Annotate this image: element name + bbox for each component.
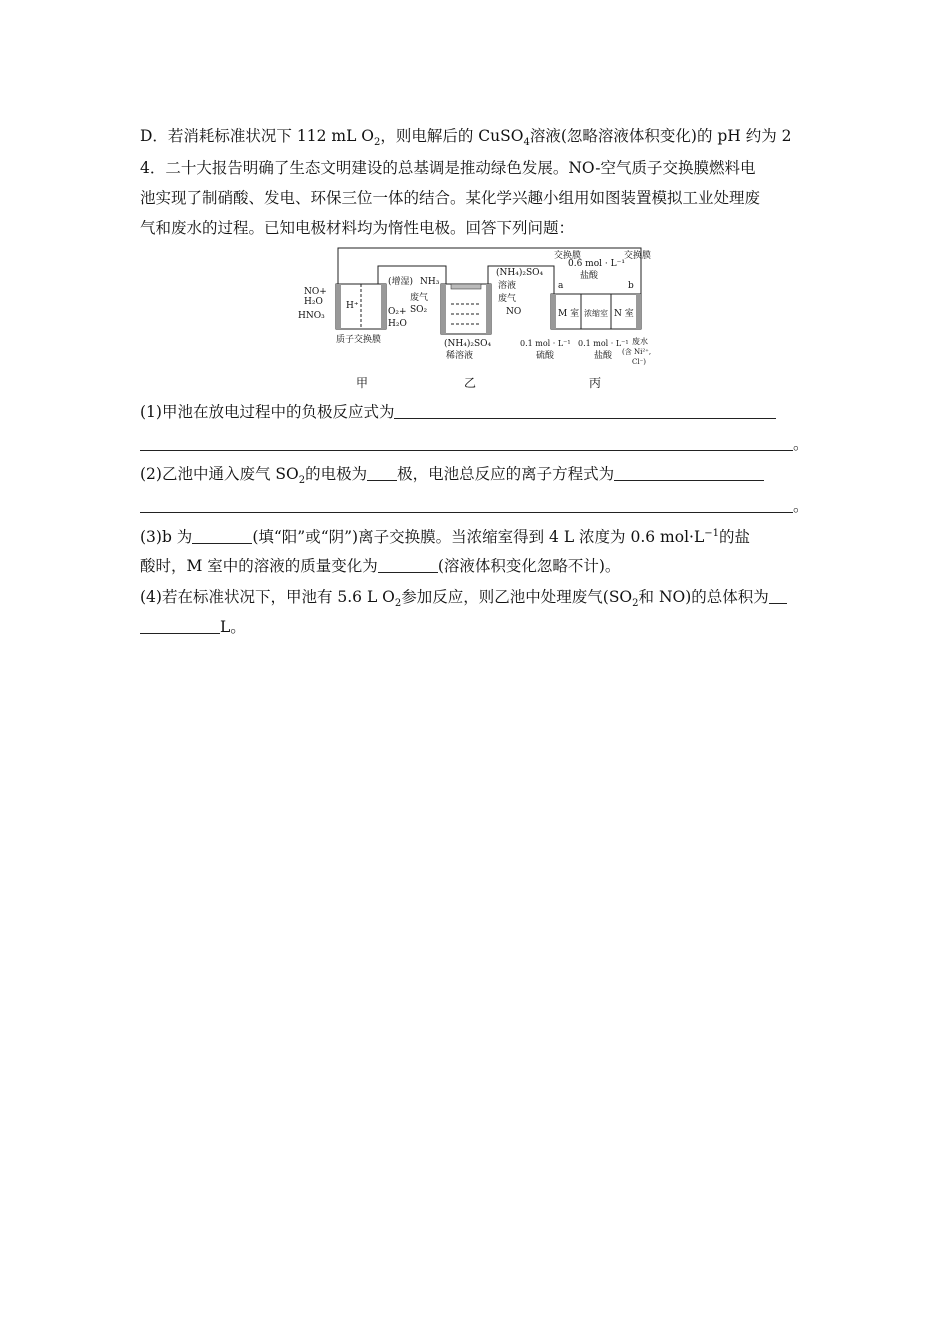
conc-01-b-label: 0.1 mol · L⁻¹: [578, 339, 629, 348]
electrode-jia-right: [381, 284, 386, 329]
n-room-label: N 室: [614, 309, 634, 319]
waste-gas-2-label: 废气: [498, 294, 517, 304]
electrode-yi-left: [441, 284, 446, 334]
contains-label: (含 Ni²⁺,: [622, 348, 652, 356]
answer-blank-4b[interactable]: [140, 619, 220, 634]
waste-gas-label: 废气: [410, 293, 429, 303]
apparatus-figure: [296, 244, 666, 394]
proton-membrane-label: 质子交换膜: [336, 335, 382, 345]
exchange-membrane-b-label: 交换膜: [624, 251, 652, 261]
nh4so4-top-label: (NH₄)₂SO₄: [496, 268, 544, 278]
h2o-2-label: H₂O: [388, 319, 407, 329]
hno3-label: HNO₃: [298, 311, 325, 321]
h2o-label: H₂O: [304, 297, 323, 307]
cell-yi: [441, 284, 491, 334]
answer-blank-3b[interactable]: [378, 558, 438, 573]
part-1: (1)甲池在放电过程中的负极反应式为: [140, 402, 776, 422]
answer-blank-4a[interactable]: [769, 589, 787, 604]
part-4-continued: L。: [140, 617, 246, 637]
solution-label: 溶液: [498, 281, 517, 291]
humidify-label: (增湿): [388, 277, 414, 287]
answer-blank-2c[interactable]: [140, 498, 793, 513]
conc-06-label: 0.6 mol · L⁻¹: [568, 259, 625, 269]
nh3-label: NH₃: [420, 277, 440, 287]
electrode-jia-left: [336, 284, 341, 329]
sulfuric-label: 硫酸: [536, 351, 555, 361]
b-label: b: [628, 281, 634, 291]
hcl-label: 盐酸: [580, 271, 599, 281]
o2-label: O₂+: [388, 307, 407, 317]
so2-label: SO₂: [410, 305, 428, 315]
part-4: (4)若在标准状况下，甲池有 5.6 L $O_2$参加反应，则乙池中处理废气($SO_2$和 NO)的总体积为: [140, 587, 787, 607]
answer-blank-3a[interactable]: [192, 529, 252, 544]
answer-blank-1a[interactable]: [394, 404, 776, 419]
concentrate-room-label: 浓缩室: [584, 309, 608, 318]
no-label: NO+: [304, 287, 327, 297]
electrode-yi-right: [486, 284, 491, 334]
answer-blank-2a[interactable]: [367, 466, 397, 481]
label-bing: 丙: [589, 376, 602, 390]
h-plus-label: H⁺: [346, 301, 359, 311]
part-3: (3)b 为 (填“阳”或“阴”)离子交换膜。当浓缩室得到 4 L 浓度为 0.6 $mol\cdot L^{-1}$的盐: [140, 527, 751, 546]
part-3-continued: 酸时，M 室中的溶液的质量变化为 (溶液体积变化忽略不计)。: [140, 557, 621, 575]
electrode-bing-right: [636, 294, 641, 329]
no-gas-label: NO: [506, 307, 522, 317]
dilute-label: 稀溶液: [446, 351, 474, 361]
part-1-continued: 。: [140, 434, 809, 454]
waste-water-label: 废水: [632, 337, 648, 346]
part-2-continued: 。: [140, 496, 809, 516]
electrode-bing-left: [551, 294, 556, 329]
nh4so4-bottom-label: (NH₄)₂SO₄: [444, 339, 492, 349]
label-jia: 甲: [356, 376, 369, 390]
question-4-intro-line3: 气和废水的过程。已知电极材料均为惰性电极。回答下列问题：: [140, 219, 575, 237]
conc-01-a-label: 0.1 mol · L⁻¹: [520, 339, 571, 348]
a-label: a: [558, 281, 564, 291]
answer-blank-2b[interactable]: [614, 466, 764, 481]
part-2: (2)乙池中通入废气 $SO_2$的电极为 极，电池总反应的离子方程式为: [140, 464, 764, 484]
hcl2-label: 盐酸: [594, 351, 613, 361]
cl-label: Cl⁻): [632, 358, 647, 366]
label-yi: 乙: [464, 376, 477, 390]
resistor: [451, 284, 481, 289]
exchange-membrane-a-label: 交换膜: [554, 251, 582, 261]
option-d: D．若消耗标准状况下 112 mL $O_2$，则电解后的 CuSO$_4$溶液(忽略溶液体积变化)的 pH 约为 2: [140, 127, 792, 149]
m-room-label: M 室: [558, 309, 580, 319]
question-4-intro-line1: 4．二十大报告明确了生态文明建设的总基调是推动绿色发展。NO-空气质子交换膜燃料电: [140, 159, 756, 177]
question-4-intro-line2: 池实现了制硝酸、发电、环保三位一体的结合。某化学兴趣小组用如图装置模拟工业处理废: [140, 189, 761, 207]
answer-blank-1b[interactable]: [140, 436, 793, 451]
